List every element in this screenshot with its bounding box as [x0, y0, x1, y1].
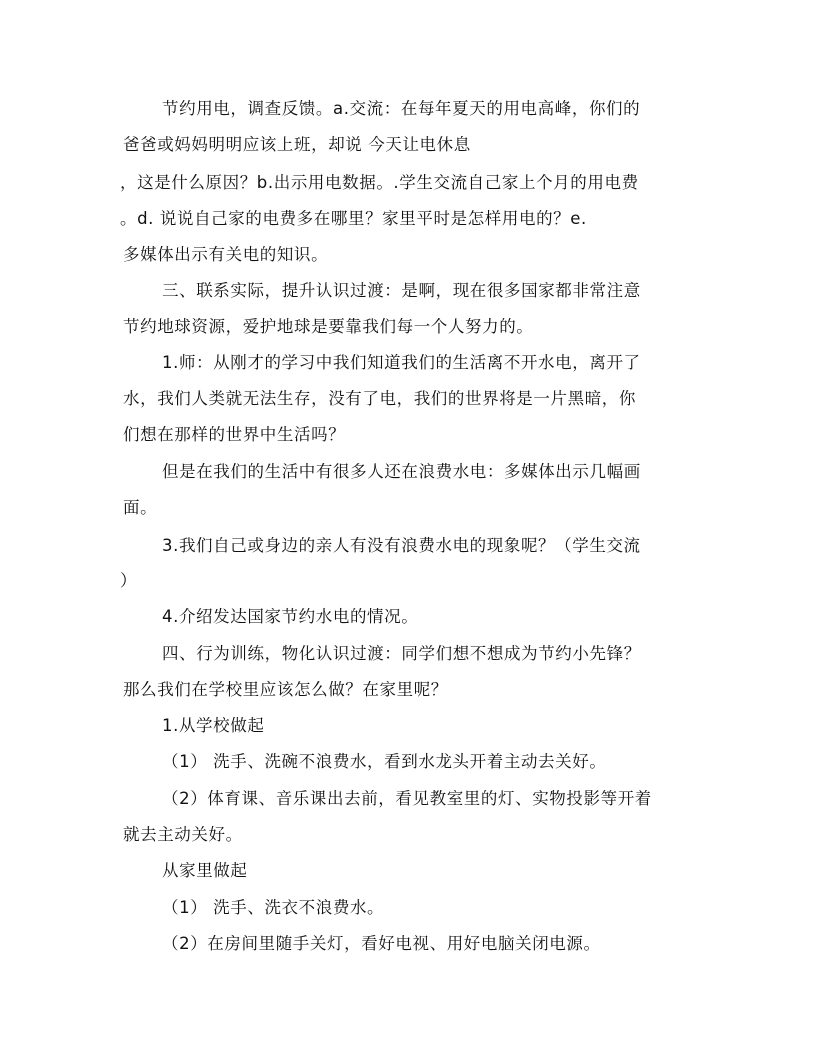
text-line: （1） 洗手、洗碗不浪费水，看到水龙头开着主动去关好。 — [162, 752, 607, 771]
text-line: 四、行为训练，物化认识过渡：同学们想不想成为节约小先锋？ — [162, 644, 641, 663]
text-line: 们想在那样的世界中生活吗？ — [123, 425, 346, 444]
text-line: 多媒体出示有关电的知识。 — [123, 245, 329, 264]
text-line: ，这是什么原因？b.出示用电数据。.学生交流自己家上个月的用电费 — [120, 173, 639, 192]
text-line: 那么我们在学校里应该怎么做？在家里呢？ — [123, 680, 448, 699]
text-line: 就去主动关好。 — [123, 825, 243, 844]
text-line: （2）在房间里随手关灯，看好电视、用好电脑关闭电源。 — [162, 934, 601, 953]
text-line: （1） 洗手、洗衣不浪费水。 — [162, 898, 385, 917]
text-line: 爸爸或妈妈明明应该上班，却说 今天让电休息 — [123, 135, 471, 154]
text-line: 面。 — [123, 498, 158, 517]
text-line: 节约地球资源，爱护地球是要靠我们每一个人努力的。 — [123, 317, 534, 336]
text-line: 水，我们人类就无法生存，没有了电，我们的世界将是一片黑暗，你 — [123, 389, 636, 408]
text-line: （2）体育课、音乐课出去前，看见教室里的灯、实物投影等开着 — [162, 789, 652, 808]
text-line: 1.从学校做起 — [162, 716, 265, 735]
text-line: 从家里做起 — [162, 861, 248, 880]
text-line: 节约用电，调查反馈。a.交流：在每年夏天的用电高峰，你们的 — [162, 99, 641, 118]
text-line: 1.师：从刚才的学习中我们知道我们的生活离不开水电，离开了 — [162, 353, 641, 372]
text-line: 三、联系实际，提升认识过渡：是啊，现在很多国家都非常注意 — [162, 281, 641, 300]
text-line: ） — [120, 571, 138, 590]
text-line: 。d. 说说自己家的电费多在哪里？家里平时是怎样用电的？e. — [120, 209, 587, 228]
text-line: 4.介绍发达国家节约水电的情况。 — [162, 607, 419, 626]
text-line: 但是在我们的生活中有很多人还在浪费水电：多媒体出示几幅画 — [162, 462, 641, 481]
text-line: 3.我们自己或身边的亲人有没有浪费水电的现象呢？（学生交流 — [162, 536, 641, 555]
